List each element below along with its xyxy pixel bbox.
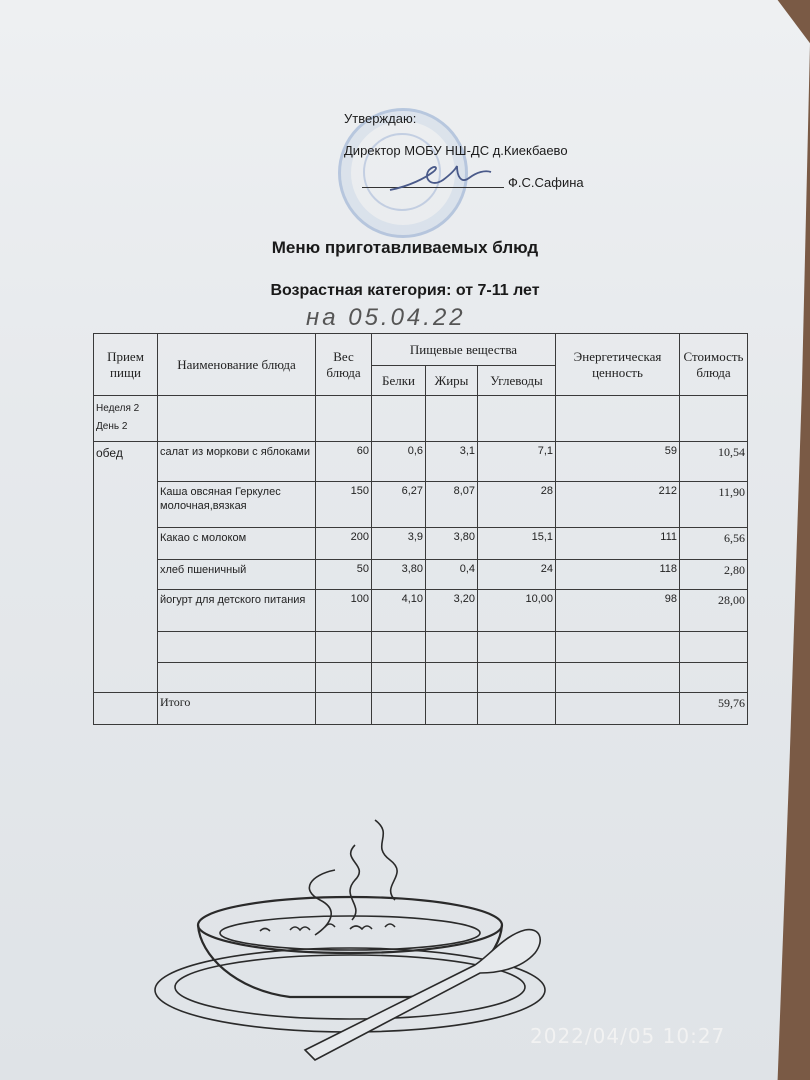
- header-energy: Энергетическая ценность: [556, 334, 680, 396]
- weight-cell: 50: [316, 560, 372, 590]
- energy-cell: 98: [556, 590, 680, 632]
- approve-label: Утверждаю:: [344, 111, 417, 126]
- meal-name: обед: [94, 442, 158, 693]
- carbs-cell: 28: [478, 482, 556, 528]
- header-weight: Вес блюда: [316, 334, 372, 396]
- header-meal: Прием пищи: [94, 334, 158, 396]
- protein-cell: 4,10: [372, 590, 426, 632]
- weight-cell: 200: [316, 528, 372, 560]
- dish-name: салат из моркови с яблоками: [158, 442, 316, 482]
- total-label: Итого: [158, 693, 316, 725]
- weight-cell: 150: [316, 482, 372, 528]
- soup-bowl-icon: [140, 805, 560, 1065]
- menu-title: Меню приготавливаемых блюд: [271, 238, 539, 257]
- empty-row: [94, 632, 748, 663]
- protein-cell: 3,9: [372, 528, 426, 560]
- cost-cell: 2,80: [680, 560, 748, 590]
- protein-cell: 3,80: [372, 560, 426, 590]
- menu-table: [93, 333, 748, 725]
- cost-cell: 10,54: [680, 442, 748, 482]
- energy-cell: 59: [556, 442, 680, 482]
- cost-cell: 28,00: [680, 590, 748, 632]
- photo-timestamp: 2022/04/05 10:27: [530, 1024, 726, 1048]
- empty-row: [94, 663, 748, 693]
- week-day-cell: [94, 396, 158, 442]
- energy-cell: 111: [556, 528, 680, 560]
- total-row: [94, 693, 748, 725]
- header-nutrients: Пищевые вещества: [372, 334, 556, 366]
- table-row: [94, 442, 748, 482]
- dish-name: Каша овсяная Геркулес молочная,вязкая: [158, 482, 316, 528]
- day-label: День 2: [96, 421, 128, 432]
- fat-cell: 3,80: [426, 528, 478, 560]
- signature-icon: [385, 160, 495, 200]
- age-category: Возрастная категория: от 7-11 лет: [270, 282, 540, 299]
- table-row: [94, 528, 748, 560]
- cost-cell: 6,56: [680, 528, 748, 560]
- fat-cell: 0,4: [426, 560, 478, 590]
- header-cost: Стоимость блюда: [680, 334, 748, 396]
- header-fat: Жиры: [426, 366, 478, 396]
- carbs-cell: 24: [478, 560, 556, 590]
- table-row: [94, 560, 748, 590]
- protein-cell: 6,27: [372, 482, 426, 528]
- table-row: [94, 590, 748, 632]
- signer-name: Ф.С.Сафина: [508, 175, 584, 190]
- fat-cell: 3,20: [426, 590, 478, 632]
- protein-cell: 0,6: [372, 442, 426, 482]
- carbs-cell: 10,00: [478, 590, 556, 632]
- header-protein: Белки: [372, 366, 426, 396]
- carbs-cell: 15,1: [478, 528, 556, 560]
- table-row: [94, 482, 748, 528]
- dish-name: йогурт для детского питания: [158, 590, 316, 632]
- header-dish-name: Наименование блюда: [158, 334, 316, 396]
- dish-name: Какао с молоком: [158, 528, 316, 560]
- energy-cell: 212: [556, 482, 680, 528]
- energy-cell: 118: [556, 560, 680, 590]
- fat-cell: 3,1: [426, 442, 478, 482]
- total-cost: 59,76: [680, 693, 748, 725]
- dish-name: хлеб пшеничный: [158, 560, 316, 590]
- fat-cell: 8,07: [426, 482, 478, 528]
- carbs-cell: 7,1: [478, 442, 556, 482]
- weight-cell: 100: [316, 590, 372, 632]
- weight-cell: 60: [316, 442, 372, 482]
- cost-cell: 11,90: [680, 482, 748, 528]
- director-position: Директор МОБУ НШ-ДС д.Киекбаево: [344, 143, 568, 158]
- week-label: Неделя 2: [96, 403, 140, 414]
- handwritten-date: на 05.04.22: [306, 304, 466, 331]
- header-carbs: Углеводы: [478, 366, 556, 396]
